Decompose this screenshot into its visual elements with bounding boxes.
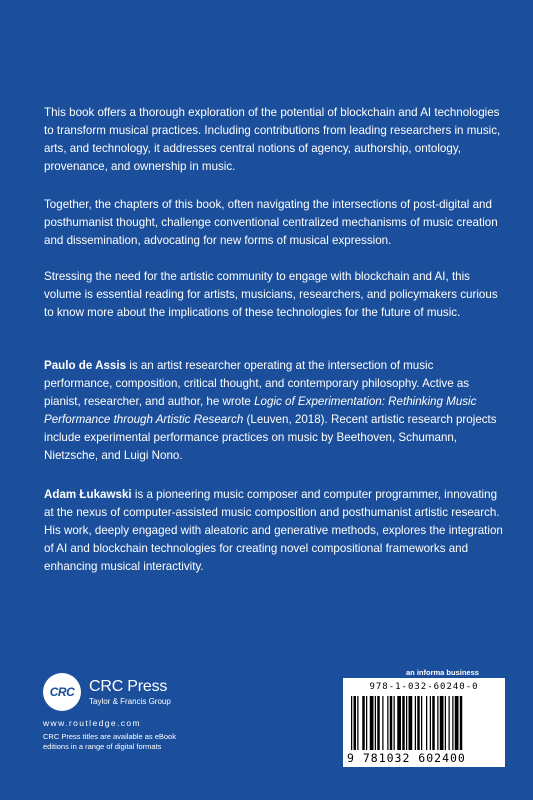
crc-logo-icon: CRC — [43, 673, 81, 711]
author-bio-adam — [44, 486, 504, 576]
author-bio-adam-text: is a pioneering music composer and computer programmer, innovating at the nexus of computer-assisted music composition and posthumanist artistic research. His work, deeply engaged with aleatoric and generative methods, explores the integration of AI and blockchain technologies for creating novel compositional frameworks and enhancing musical interactivity. — [44, 488, 503, 573]
publisher-name: CRC Press — [89, 678, 168, 695]
isbn-text-top: 978-1-032-60240-0 — [369, 682, 479, 692]
barcode-bar — [366, 696, 367, 750]
barcode-bar — [362, 696, 365, 750]
informa-tagline: an informa business — [406, 668, 479, 677]
barcode-bar — [440, 696, 444, 750]
isbn-barcode — [343, 678, 505, 767]
barcode-bar — [370, 696, 374, 750]
author-name-paulo: Paulo de Assis — [44, 359, 127, 372]
barcode-bar — [394, 696, 395, 750]
barcode-bar — [375, 696, 376, 750]
barcode-bar — [430, 696, 431, 750]
barcode-bar — [377, 696, 380, 750]
description-paragraph-3: Stressing the need for the artistic community to engage with blockchain and AI, this volume is essential reading for artists, musicians, researchers, and policymakers curious to know more about the implications of these technologies for the future of music. — [44, 270, 498, 319]
barcode-bar — [455, 696, 459, 750]
barcode-bar — [432, 696, 435, 750]
barcode-bar — [397, 696, 401, 750]
author-bio-paulo-text-1: is an artist researcher operating at the intersection of music performance, composition, critical thought, and contemporary philosophy. Active as pianist, researcher, and author, he wrote — [44, 359, 470, 408]
barcode-bar — [382, 696, 383, 750]
author-bio-paulo-text-2: (Leuven, 2018). Recent artistic research projects include experimental performance practices on music by Beethoven, Schumann, Nietzsche, and Luigi Nono. — [44, 413, 497, 462]
ebook-note: CRC Press titles are available as eBook editions in a range of digital formats — [43, 732, 176, 751]
barcode-bars-icon — [351, 696, 497, 750]
publisher-website: www.routledge.com — [43, 718, 141, 728]
barcode-bar — [417, 696, 420, 750]
barcode-bar — [390, 696, 393, 750]
author-bio-paulo — [44, 357, 504, 465]
barcode-bar — [387, 696, 388, 750]
description-paragraph-1: This book offers a thorough exploration of the potential of blockchain and AI technologies to transform musical practices. Including contributions from leading researchers in music, arts, and technology, it addresses central notions of agency, authorship, ontology, provenance, and ownership in music. — [44, 106, 501, 173]
isbn-text-bottom: 9 781032 602400 — [347, 751, 466, 765]
barcode-bar — [426, 696, 427, 750]
barcode-bar — [452, 696, 453, 750]
barcode-bar — [437, 696, 438, 750]
barcode-bar — [445, 696, 446, 750]
author-name-adam: Adam Łukawski — [44, 488, 132, 501]
barcode-bar — [460, 696, 463, 750]
author-book-title: Logic of Experimentation: Rethinking Music Performance through Artistic Research — [44, 395, 477, 426]
publisher-logo — [43, 673, 243, 717]
barcode-bar — [421, 696, 422, 750]
description-paragraph-2: Together, the chapters of this book, often navigating the intersections of post-digital and posthumanist thought, challenge conventional centralized mechanisms of music creation and dissemination, advocating for new forms of musical expression. — [44, 198, 498, 247]
barcode-bar — [406, 696, 407, 750]
barcode-bar — [449, 696, 450, 750]
barcode-bar — [402, 696, 405, 750]
barcode-bar — [415, 696, 416, 750]
barcode-bar — [351, 696, 352, 750]
barcode-bar — [354, 696, 357, 750]
barcode-bar — [357, 696, 358, 750]
publisher-group: Taylor & Francis Group — [89, 697, 171, 706]
barcode-bar — [409, 696, 413, 750]
